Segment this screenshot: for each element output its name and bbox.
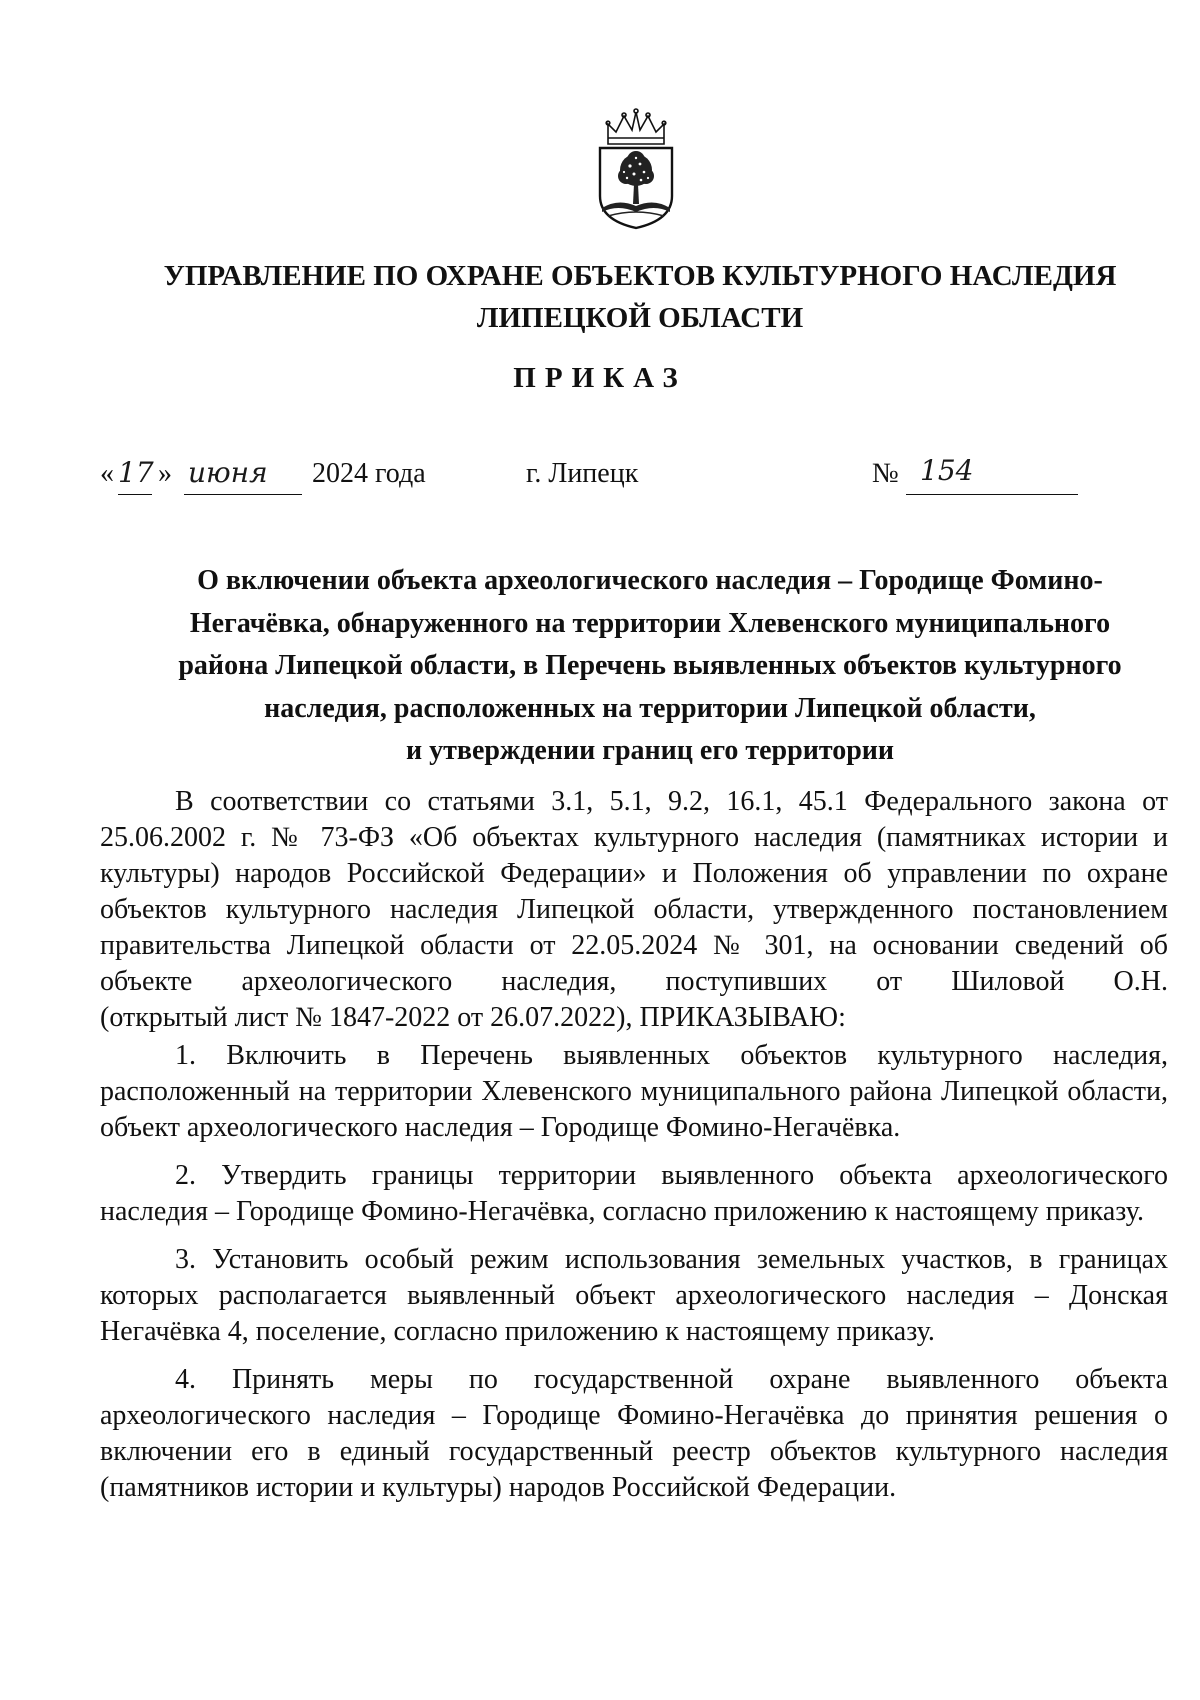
title-line: наследия, расположенных на территории Липецкой области,: [264, 692, 1036, 724]
order-title: [110, 560, 1190, 773]
order-item-1: 1. Включить в Перечень выявленных объектов культурного наследия, расположенный на территории Хлевенского муниципального района Липецкой области, объект археологического наследия – Городище Фомино-Негачёвка.: [100, 1040, 1168, 1143]
year-text: 2024 года: [312, 458, 426, 489]
day-open-quote: «: [100, 458, 114, 489]
title-line: и утверждении границ его территории: [405, 735, 895, 766]
order-item-2: 2. Утвердить границы территории выявленного объекта археологического наследия – Городище Фомино-Негачёвка, согласно приложению к настоящему приказу.: [100, 1160, 1168, 1227]
number-sign: №: [872, 458, 899, 489]
month-underline: [184, 494, 302, 495]
title-line: района Липецкой области, в Перечень выявленных объектов культурного: [178, 650, 1122, 681]
day-underline: [118, 494, 152, 495]
month-handwritten: июня: [188, 456, 268, 489]
preamble-line: объекте археологического наследия, поступивших от Шиловой О.Н.: [100, 966, 1168, 997]
title-line: О включении объекта археологического наследия – Городище Фомино-: [197, 565, 1103, 596]
order-body: [100, 784, 1168, 1506]
organization-heading: [100, 255, 1180, 339]
preamble-line: В соответствии со статьями 3.1, 5.1, 9.2, 16.1, 45.1 Федерального закона от: [175, 786, 1168, 817]
order-item-3: 3. Установить особый режим использования земельных участков, в границах которых располагается выявленный объект археологического наследия – Донская Негачёвка 4, поселение, согласно приложению к настоящему приказу.: [100, 1244, 1168, 1347]
org-line-1: УПРАВЛЕНИЕ ПО ОХРАНЕ ОБЪЕКТОВ КУЛЬТУРНОГО НАСЛЕДИЯ: [163, 260, 1117, 292]
preamble-line: культуры) народов Российской Федерации» и Положения об управлении по охране: [100, 858, 1168, 889]
number-underline: [906, 494, 1078, 495]
preamble-line: объектов культурного наследия Липецкой области, утвержденного постановлением: [100, 894, 1168, 925]
preamble: [100, 784, 1168, 1036]
org-line-2: ЛИПЕЦКОЙ ОБЛАСТИ: [476, 302, 804, 334]
day-handwritten: 17: [118, 456, 154, 489]
day-close-quote: »: [158, 458, 172, 489]
document-type: ПРИКАЗ: [513, 362, 687, 394]
title-line: Негачёвка, обнаруженного на территории Хлевенского муниципального: [189, 607, 1111, 639]
preamble-line: 25.06.2002 г. № 73-ФЗ «Об объектах культурного наследия (памятниках истории и: [100, 822, 1168, 853]
order-item-4: 4. Принять меры по государственной охране выявленного объекта археологического наследия – Городище Фомино-Негачёвка до принятия решения о включении его в единый государственный реестр объектов культурного наследия (памятников истории и культуры) народов Российской Федерации.: [100, 1364, 1168, 1503]
city-text: г. Липецк: [526, 458, 639, 489]
order-number-handwritten: 154: [920, 454, 974, 487]
date-place-number-row: [0, 454, 1200, 508]
preamble-line: правительства Липецкой области от 22.05.2024 № 301, на основании сведений об: [100, 930, 1168, 961]
coat-of-arms-emblem: [594, 108, 678, 230]
preamble-line: (открытый лист № 1847-2022 от 26.07.2022), ПРИКАЗЫВАЮ:: [100, 1002, 846, 1033]
